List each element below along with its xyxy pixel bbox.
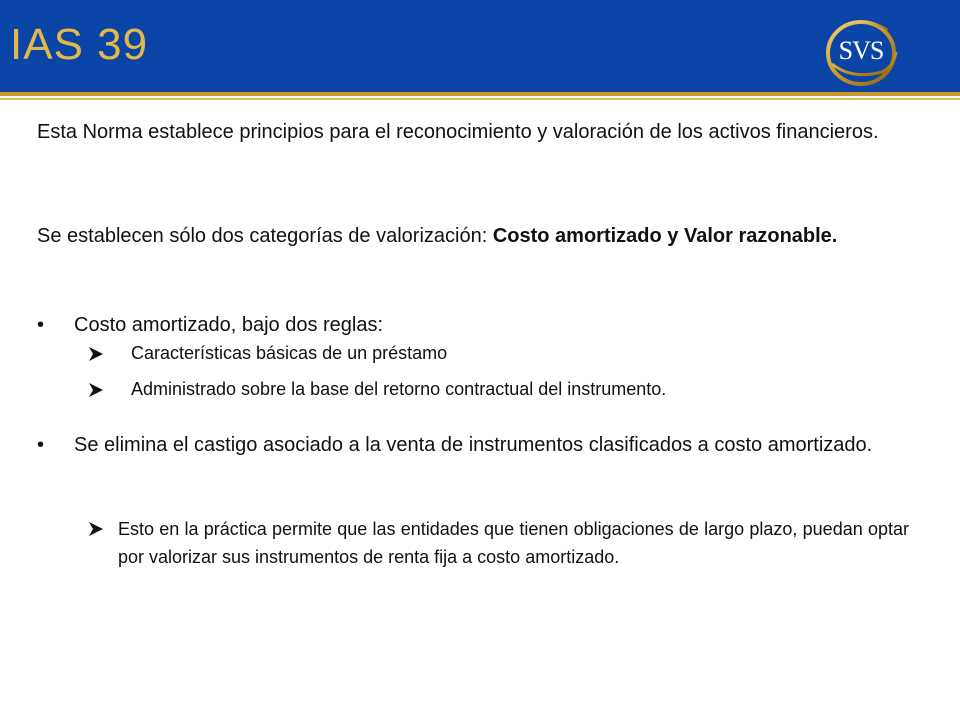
sub-bullet-item: Características básicas de un préstamo — [131, 343, 448, 363]
header-divider-gold-thin — [0, 98, 960, 100]
categories-paragraph — [37, 221, 909, 251]
header-divider-gold — [0, 92, 960, 96]
logo-text: SVS — [838, 36, 884, 65]
bullet-marker: • — [37, 314, 45, 336]
bullet-marker: • — [37, 434, 45, 456]
arrow-bullet-icon — [88, 382, 104, 398]
arrow-bullet-icon — [88, 521, 104, 537]
categories-text: Se establecen sólo dos categorías de valorización: — [37, 225, 493, 247]
arrow-bullet-icon — [88, 346, 104, 362]
sub-bullet-item: Esto en la práctica permite que las entidades que tienen obligaciones de largo plazo, puedan optar por valorizar sus instrumentos de renta fija a costo amortizado. — [118, 519, 909, 567]
svs-logo — [822, 16, 900, 88]
bullet-item: Costo amortizado, bajo dos reglas: — [74, 314, 384, 336]
intro-paragraph: Esta Norma establece principios para el reconocimiento y valoración de los activos financieros. — [37, 121, 879, 143]
sub-bullet-item: Administrado sobre la base del retorno contractual del instrumento. — [131, 379, 667, 399]
slide-title: IAS 39 — [10, 20, 149, 69]
bullet-item: Se elimina el castigo asociado a la venta de instrumentos clasificados a costo amortizado. — [74, 434, 873, 456]
categories-emphasis: Costo amortizado y Valor razonable. — [492, 225, 838, 247]
